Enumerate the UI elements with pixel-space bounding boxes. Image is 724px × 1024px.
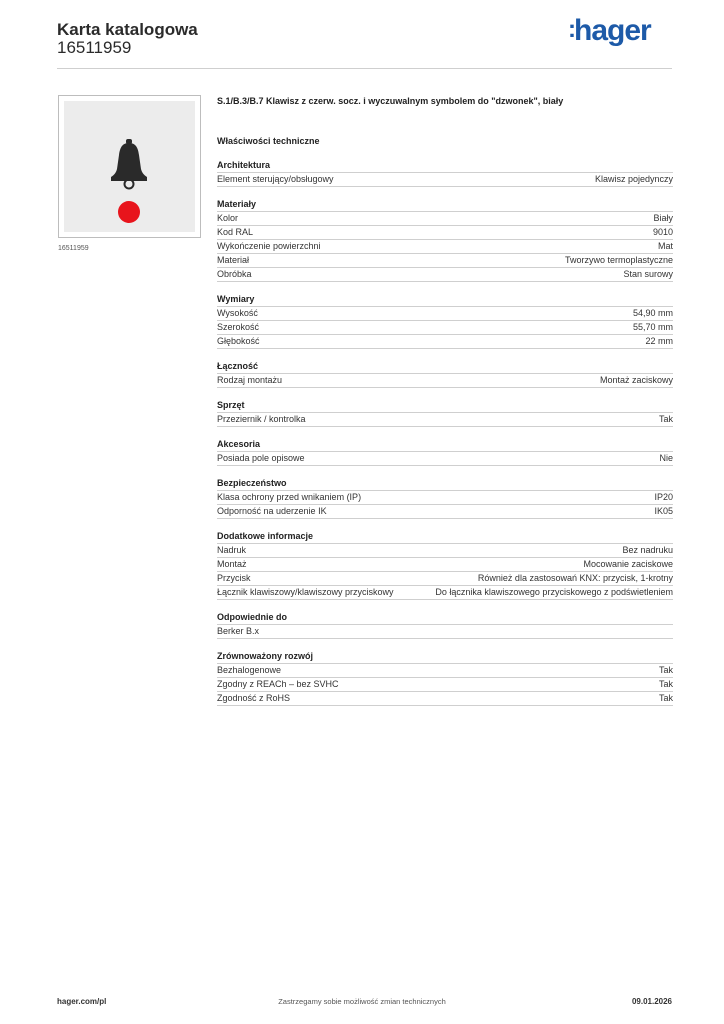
spec-value: Stan surowy	[623, 269, 673, 279]
spec-value: Biały	[653, 213, 673, 223]
spec-value: Tak	[658, 679, 673, 689]
spec-section	[217, 477, 673, 519]
spec-label: Bezhalogenowe	[217, 665, 282, 675]
spec-label: Berker B.x	[217, 626, 260, 636]
spec-value: Tak	[658, 693, 673, 703]
spec-value: 55,70 mm	[632, 322, 673, 332]
spec-label: Rodzaj montażu	[217, 375, 283, 385]
spec-row	[217, 240, 673, 254]
spec-row	[217, 625, 673, 639]
section-heading: Wymiary	[217, 293, 673, 307]
spec-label: Kolor	[217, 213, 239, 223]
spec-label: Zgodny z REACh – bez SVHC	[217, 679, 339, 689]
footer-website-link[interactable]: hager.com/pl	[57, 997, 107, 1006]
spec-row	[217, 678, 673, 692]
product-image	[58, 95, 201, 238]
spec-row	[217, 307, 673, 321]
spec-row	[217, 226, 673, 240]
technical-properties-heading: Właściwości techniczne	[217, 136, 320, 146]
spec-label: Materiał	[217, 255, 250, 265]
spec-section	[217, 159, 673, 187]
section-heading: Zrównoważony rozwój	[217, 650, 673, 664]
bell-icon	[111, 139, 147, 189]
header-divider	[57, 68, 672, 69]
spec-value: 9010	[652, 227, 673, 237]
spec-section	[217, 650, 673, 706]
spec-label: Wykończenie powierzchni	[217, 241, 321, 251]
spec-section	[217, 399, 673, 427]
section-heading: Łączność	[217, 360, 673, 374]
spec-label: Szerokość	[217, 322, 260, 332]
spec-value: Do łącznika klawiszowego przyciskowego z podświetleniem	[435, 587, 673, 597]
spec-value: Klawisz pojedynczy	[594, 174, 673, 184]
footer-date: 09.01.2026	[631, 997, 672, 1006]
section-heading: Sprzęt	[217, 399, 673, 413]
spec-section	[217, 530, 673, 600]
section-heading: Dodatkowe informacje	[217, 530, 673, 544]
spec-label: Posiada pole opisowe	[217, 453, 305, 463]
spec-row	[217, 505, 673, 519]
spec-section	[217, 198, 673, 282]
section-heading: Architektura	[217, 159, 673, 173]
spec-label: Głębokość	[217, 336, 260, 346]
spec-section	[217, 293, 673, 349]
spec-row	[217, 335, 673, 349]
section-heading: Akcesoria	[217, 438, 673, 452]
spec-label: Odporność na uderzenie IK	[217, 506, 327, 516]
spec-row	[217, 664, 673, 678]
spec-label: Przycisk	[217, 573, 251, 583]
spec-sections	[217, 159, 673, 706]
spec-value: Tak	[658, 414, 673, 424]
spec-content	[217, 95, 673, 717]
section-heading: Odpowiednie do	[217, 611, 673, 625]
spec-label: Obróbka	[217, 269, 252, 279]
spec-label: Klasa ochrony przed wnikaniem (IP)	[217, 492, 362, 502]
spec-value: Bez nadruku	[622, 545, 673, 555]
spec-value: Również dla zastosowań KNX: przycisk, 1-krotny	[477, 573, 673, 583]
spec-section	[217, 611, 673, 639]
image-caption: 16511959	[58, 245, 89, 252]
spec-label: Przeziernik / kontrolka	[217, 414, 306, 424]
product-render	[64, 101, 195, 232]
spec-value: Montaż zaciskowy	[599, 375, 673, 385]
spec-row	[217, 212, 673, 226]
spec-row	[217, 452, 673, 466]
spec-label: Zgodność z RoHS	[217, 693, 291, 703]
spec-row	[217, 268, 673, 282]
spec-value: IP20	[654, 492, 673, 502]
spec-label: Kod RAL	[217, 227, 254, 237]
spec-label: Element sterujący/obsługowy	[217, 174, 334, 184]
footer-disclaimer: Zastrzegamy sobie możliwość zmian technicznych	[278, 997, 446, 1006]
page-title: Karta katalogowa	[57, 20, 198, 39]
spec-row	[217, 544, 673, 558]
red-lens-icon	[118, 201, 140, 223]
section-heading: Materiały	[217, 198, 673, 212]
spec-label: Łącznik klawiszowy/klawiszowy przyciskowy	[217, 587, 394, 597]
spec-row	[217, 692, 673, 706]
spec-row	[217, 173, 673, 187]
spec-row	[217, 558, 673, 572]
spec-section	[217, 360, 673, 388]
spec-row	[217, 321, 673, 335]
product-title: S.1/B.3/B.7 Klawisz z czerw. socz. i wyczuwalnym symbolem do "dzwonek", biały	[217, 96, 564, 106]
spec-value: 54,90 mm	[632, 308, 673, 318]
spec-row	[217, 586, 673, 600]
spec-value: 22 mm	[645, 336, 673, 346]
spec-label: Montaż	[217, 559, 247, 569]
spec-value: Tak	[658, 665, 673, 675]
hager-logo[interactable]: :hager	[568, 14, 651, 47]
spec-value: Mocowanie zaciskowe	[583, 559, 673, 569]
spec-value: IK05	[654, 506, 673, 516]
spec-row	[217, 374, 673, 388]
spec-row	[217, 413, 673, 427]
spec-row	[217, 572, 673, 586]
spec-row	[217, 254, 673, 268]
spec-value: Tworzywo termoplastyczne	[564, 255, 673, 265]
spec-row	[217, 491, 673, 505]
spec-label: Nadruk	[217, 545, 247, 555]
spec-value: Nie	[659, 453, 673, 463]
spec-value: Mat	[657, 241, 673, 251]
spec-label: Wysokość	[217, 308, 258, 318]
spec-section	[217, 438, 673, 466]
product-code: 16511959	[57, 38, 132, 57]
section-heading: Bezpieczeństwo	[217, 477, 673, 491]
